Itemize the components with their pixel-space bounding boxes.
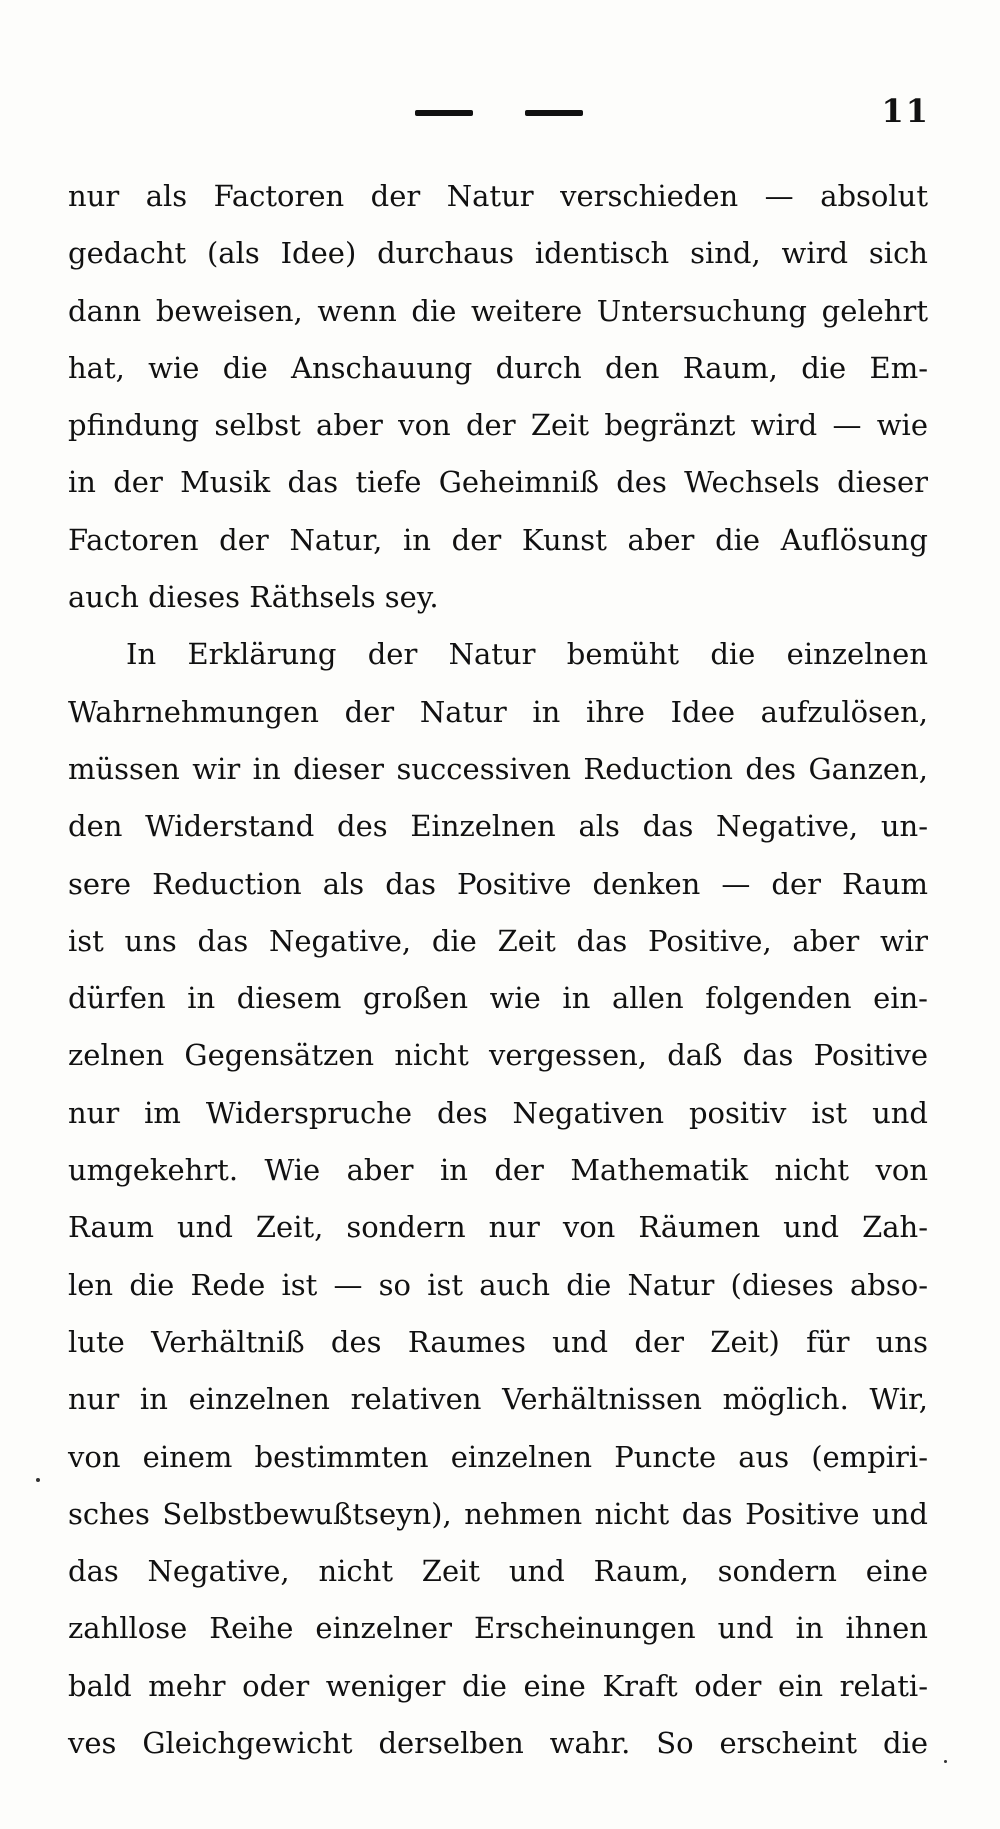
text-line: das Negative, nicht Zeit und Raum, sondern eine [68,1554,928,1589]
text-line: sches Selbstbewußtseyn), nehmen nicht das Positive und [68,1496,928,1531]
text-line: Factoren der Natur, in der Kunst aber die Auflösung [68,522,928,557]
page-number: 11 [881,92,930,130]
text-line: nur im Widerspruche des Negativen positiv ist und [68,1095,928,1130]
running-head [70,92,930,136]
text-line: lute Verhältniß des Raumes und der Zeit) für uns [68,1324,928,1359]
text-line: dürfen in diesem großen wie in allen folgenden ein- [68,981,928,1016]
text-line: müssen wir in dieser successiven Reduction des Ganzen, [68,751,928,786]
text-line: umgekehrt. Wie aber in der Mathematik nicht von [68,1153,928,1188]
scan-speck [944,1760,947,1763]
text-line: pfindung selbst aber von der Zeit begränzt wird — wie [68,408,928,443]
text-line: In Erklärung der Natur bemüht die einzelnen [126,637,928,672]
ornament-dash-right [525,110,583,116]
text-line: hat, wie die Anschauung durch den Raum, die Em- [68,350,928,385]
text-line: in der Musik das tiefe Geheimniß des Wechsels dieser [68,465,928,500]
text-line: nur in einzelnen relativen Verhältnissen möglich. Wir, [68,1382,928,1417]
text-line: zahllose Reihe einzelner Erscheinungen und in ihnen [68,1611,928,1646]
ornament-dash-left [415,110,473,116]
text-line: sere Reduction als das Positive denken — der Raum [68,866,928,901]
text-line: auch dieses Räthsels sey. [68,580,439,615]
text-line: nur als Factoren der Natur verschieden — absolut [68,179,928,213]
text-line: dann beweisen, wenn die weitere Untersuchung gelehrt [68,293,928,328]
text-line: den Widerstand des Einzelnen als das Negative, un- [68,809,928,844]
text-line: zelnen Gegensätzen nicht vergessen, daß das Positive [68,1038,928,1073]
text-line: gedacht (als Idee) durchaus identisch sind, wird sich [68,236,928,271]
text-line: von einem bestimmten einzelnen Puncte aus (empiri- [68,1439,928,1474]
scan-speck [36,1478,40,1482]
text-line: ves Gleichgewicht derselben wahr. So erscheint die [68,1726,928,1761]
text-line: Wahrnehmungen der Natur in ihre Idee aufzulösen, [68,694,928,729]
text-line: bald mehr oder weniger die eine Kraft oder ein relati- [68,1668,928,1703]
body-text [68,168,928,1772]
text-line: len die Rede ist — so ist auch die Natur (dieses abso- [68,1267,928,1302]
text-line: Raum und Zeit, sondern nur von Räumen und Zah- [68,1210,928,1245]
text-line: ist uns das Negative, die Zeit das Positive, aber wir [68,923,928,958]
